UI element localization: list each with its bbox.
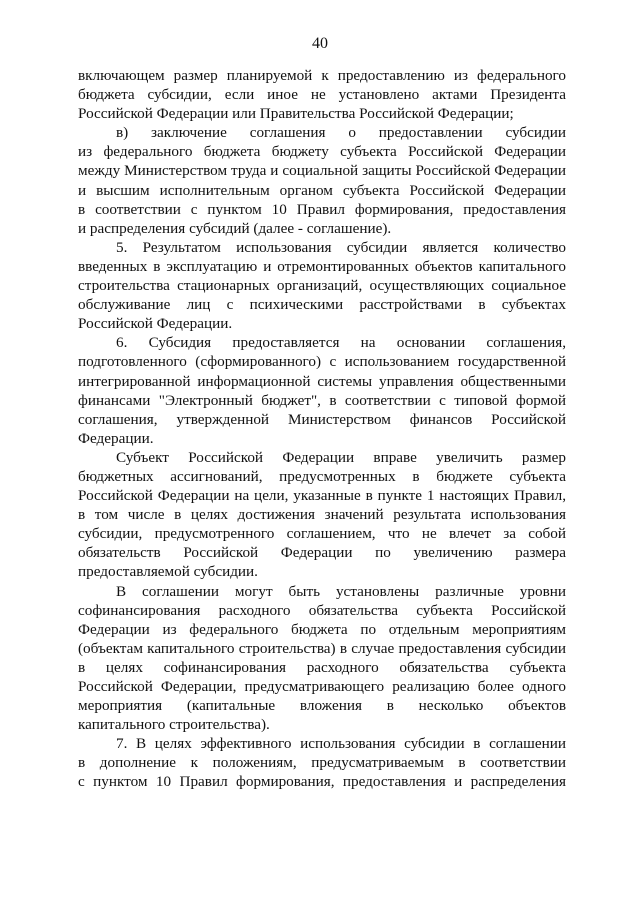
text-line: Российской Федерации на цели, указанные в пункте 1 настоящих Правил, <box>78 487 566 505</box>
text-line: подготовленного (сформированного) с использованием государственной <box>78 353 566 371</box>
text-line: Российской Федерации или Правительства Российской Федерации; <box>78 105 514 123</box>
text-line: бюджетных ассигнований, предусмотренных в бюджете субъекта <box>78 467 566 485</box>
text-line: капитального строительства). <box>78 716 270 734</box>
text-line: 5. Результатом использования субсидии является количество <box>116 238 566 256</box>
text-line: в) заключение соглашения о предоставлении субсидии <box>116 124 566 142</box>
text-line: между Министерством труда и социальной защиты Российской Федерации <box>78 162 566 180</box>
text-line: В соглашении могут быть установлены различные уровни <box>116 582 566 600</box>
text-line: из федерального бюджета бюджету субъекта Российской Федерации <box>78 143 566 161</box>
text-line: введенных в эксплуатацию и отремонтированных объектов капитального <box>78 257 566 275</box>
paragraph-cofinancing-levels <box>78 582 566 735</box>
paragraph-item-6 <box>78 333 566 448</box>
text-line: предоставляемой субсидии. <box>78 563 258 581</box>
text-line: с пунктом 10 Правил формирования, предоставления и распределения <box>78 773 566 791</box>
text-line: Федерации. <box>78 429 154 447</box>
text-line: соглашения, утвержденной Министерством финансов Российской <box>78 410 566 428</box>
text-line: в целях софинансирования расходного обязательства субъекта <box>78 658 566 676</box>
text-line: Российской Федерации, предусматривающего реализацию более одного <box>78 678 566 695</box>
text-line: мероприятия (капитальные вложения в несколько объектов <box>78 697 566 715</box>
text-line: (объектам капитального строительства) в случае предоставления субсидии <box>78 639 566 657</box>
text-line: софинансирования расходного обязательства субъекта Российской <box>78 601 566 619</box>
text-line: интегрированной информационной системы управления общественными <box>78 372 566 390</box>
paragraph-item-5 <box>78 238 566 333</box>
text-line: в дополнение к положениям, предусматриваемым в соответствии <box>78 754 566 772</box>
text-line: и распределения субсидий (далее - соглашение). <box>78 219 392 237</box>
document-body <box>78 66 566 792</box>
text-line: 7. В целях эффективного использования субсидии в соглашении <box>116 735 566 753</box>
text-line: в том числе в целях достижения значений результата использования <box>78 506 566 524</box>
text-line: субсидии, предусмотренного соглашением, что не влечет за собой <box>78 525 566 543</box>
paragraph-continuation <box>78 66 566 123</box>
text-line: и высшим исполнительным органом субъекта Российской Федерации <box>78 181 566 199</box>
text-line: Субъект Российской Федерации вправе увеличить размер <box>116 448 566 466</box>
text-line: обслуживание лиц с психическими расстройствами в субъектах <box>78 296 566 314</box>
text-line: включающем размер планируемой к предоставлению из федерального <box>78 67 566 84</box>
text-line: Российской Федерации. <box>78 315 233 333</box>
text-line: в соответствии с пунктом 10 Правил формирования, предоставления <box>78 200 566 218</box>
text-line: 6. Субсидия предоставляется на основании соглашения, <box>116 334 566 352</box>
paragraph-subitem-v <box>78 123 566 238</box>
text-line: строительства стационарных организаций, осуществляющих социальное <box>78 277 566 295</box>
text-line: финансами "Электронный бюджет", в соответствии с типовой формой <box>78 391 566 409</box>
paragraph-item-7 <box>78 734 566 791</box>
text-line: Федерации из федерального бюджета по отдельным мероприятиям <box>78 620 566 638</box>
page-number: 40 <box>312 35 328 52</box>
paragraph-subject-right <box>78 448 566 582</box>
text-line: бюджета субсидии, если иное не установлено актами Президента <box>78 86 566 104</box>
text-line: обязательств Российской Федерации по увеличению размера <box>78 544 566 562</box>
